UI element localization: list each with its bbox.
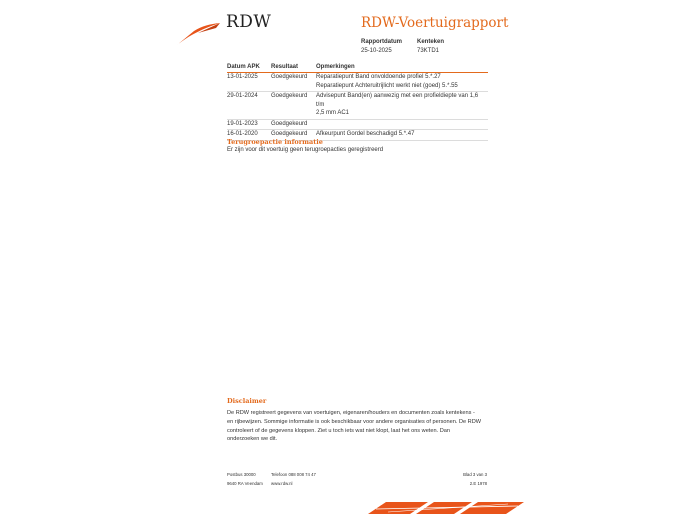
footer-web: www.rdw.nl <box>271 481 293 486</box>
footer-city: 9640 RA Veendam <box>227 481 263 486</box>
row-remarks <box>316 92 488 118</box>
recall-text: Er zijn voor dit voertuig geen terugroepacties geregistreerd <box>227 147 384 153</box>
disclaimer-text: De RDW registreert gegevens van voertuigen, eigenaren/houders en documenten zoals kentekens - en rijbewijzen. Sommige informatie is ook beschikbaar voor andere organisaties of personen. De RDW controleert of de gegevens kloppen. Ziet u toch iets wat niet klopt, laat het ons weten. Dan onderzoeken we dit. <box>227 410 482 443</box>
row-date: 19-01-2023 <box>227 120 258 127</box>
table-row <box>227 120 488 131</box>
rdw-logo-icon <box>176 20 221 46</box>
footer-page: Blad 3 van 3 <box>463 472 487 477</box>
footer-phone: Telefoon 088 008 74 47 <box>271 472 316 477</box>
report-date-value: 25-10-2025 <box>361 47 392 54</box>
apk-table <box>227 63 488 141</box>
row-result: Goedgekeurd <box>271 74 308 80</box>
table-row <box>227 92 488 120</box>
apk-table-header <box>227 63 488 73</box>
row-date: 16-01-2020 <box>227 131 258 137</box>
report-date-block <box>361 38 402 55</box>
remark-line: Reparatiepunt Achteruitrijlicht werkt niet (goed) 5.*.55 <box>316 82 458 89</box>
row-result: Goedgekeurd <box>271 93 308 99</box>
remark-line: Afkeurpunt Gordel beschadigd 5.*.47 <box>316 131 415 137</box>
row-date: 13-01-2025 <box>227 74 258 80</box>
recall-title: Terugroepactie informatie <box>227 138 323 146</box>
col-header-result: Resultaat <box>271 64 299 70</box>
remark-line: 2,5 mm AC1 <box>316 110 350 116</box>
footer-code: 2.E 1978 <box>469 481 487 486</box>
footer-contact <box>271 470 316 488</box>
plate-block <box>417 38 444 55</box>
col-header-remarks: Opmerkingen <box>316 64 355 70</box>
report-date-label: Rapportdatum <box>361 39 402 45</box>
row-remarks <box>316 130 488 139</box>
row-remarks <box>316 73 488 90</box>
page-title: RDW-Voertuigrapport <box>361 15 509 31</box>
row-remarks <box>316 120 488 129</box>
col-header-date: Datum APK <box>227 64 260 70</box>
row-date: 29-01-2024 <box>227 93 258 99</box>
table-row <box>227 73 488 92</box>
plate-label: Kenteken <box>417 39 445 45</box>
footer-address <box>227 470 263 488</box>
row-result: Goedgekeurd <box>271 120 308 127</box>
disclaimer-title: Disclaimer <box>227 397 267 405</box>
brand-stripes-icon <box>368 498 528 514</box>
plate-value: 73KTD1 <box>417 47 440 54</box>
footer-page-info <box>462 470 487 488</box>
org-name: RDW <box>226 12 272 32</box>
remark-line: Reparatiepunt Band onvoldoende profiel 5.*.27 <box>316 74 441 80</box>
row-result: Goedgekeurd <box>271 131 308 137</box>
footer-postbus: Postbus 30000 <box>227 472 256 477</box>
remark-line: Advisepunt Band(en) aanwezig met een profieldiepte van 1,6 t/m <box>316 93 479 108</box>
